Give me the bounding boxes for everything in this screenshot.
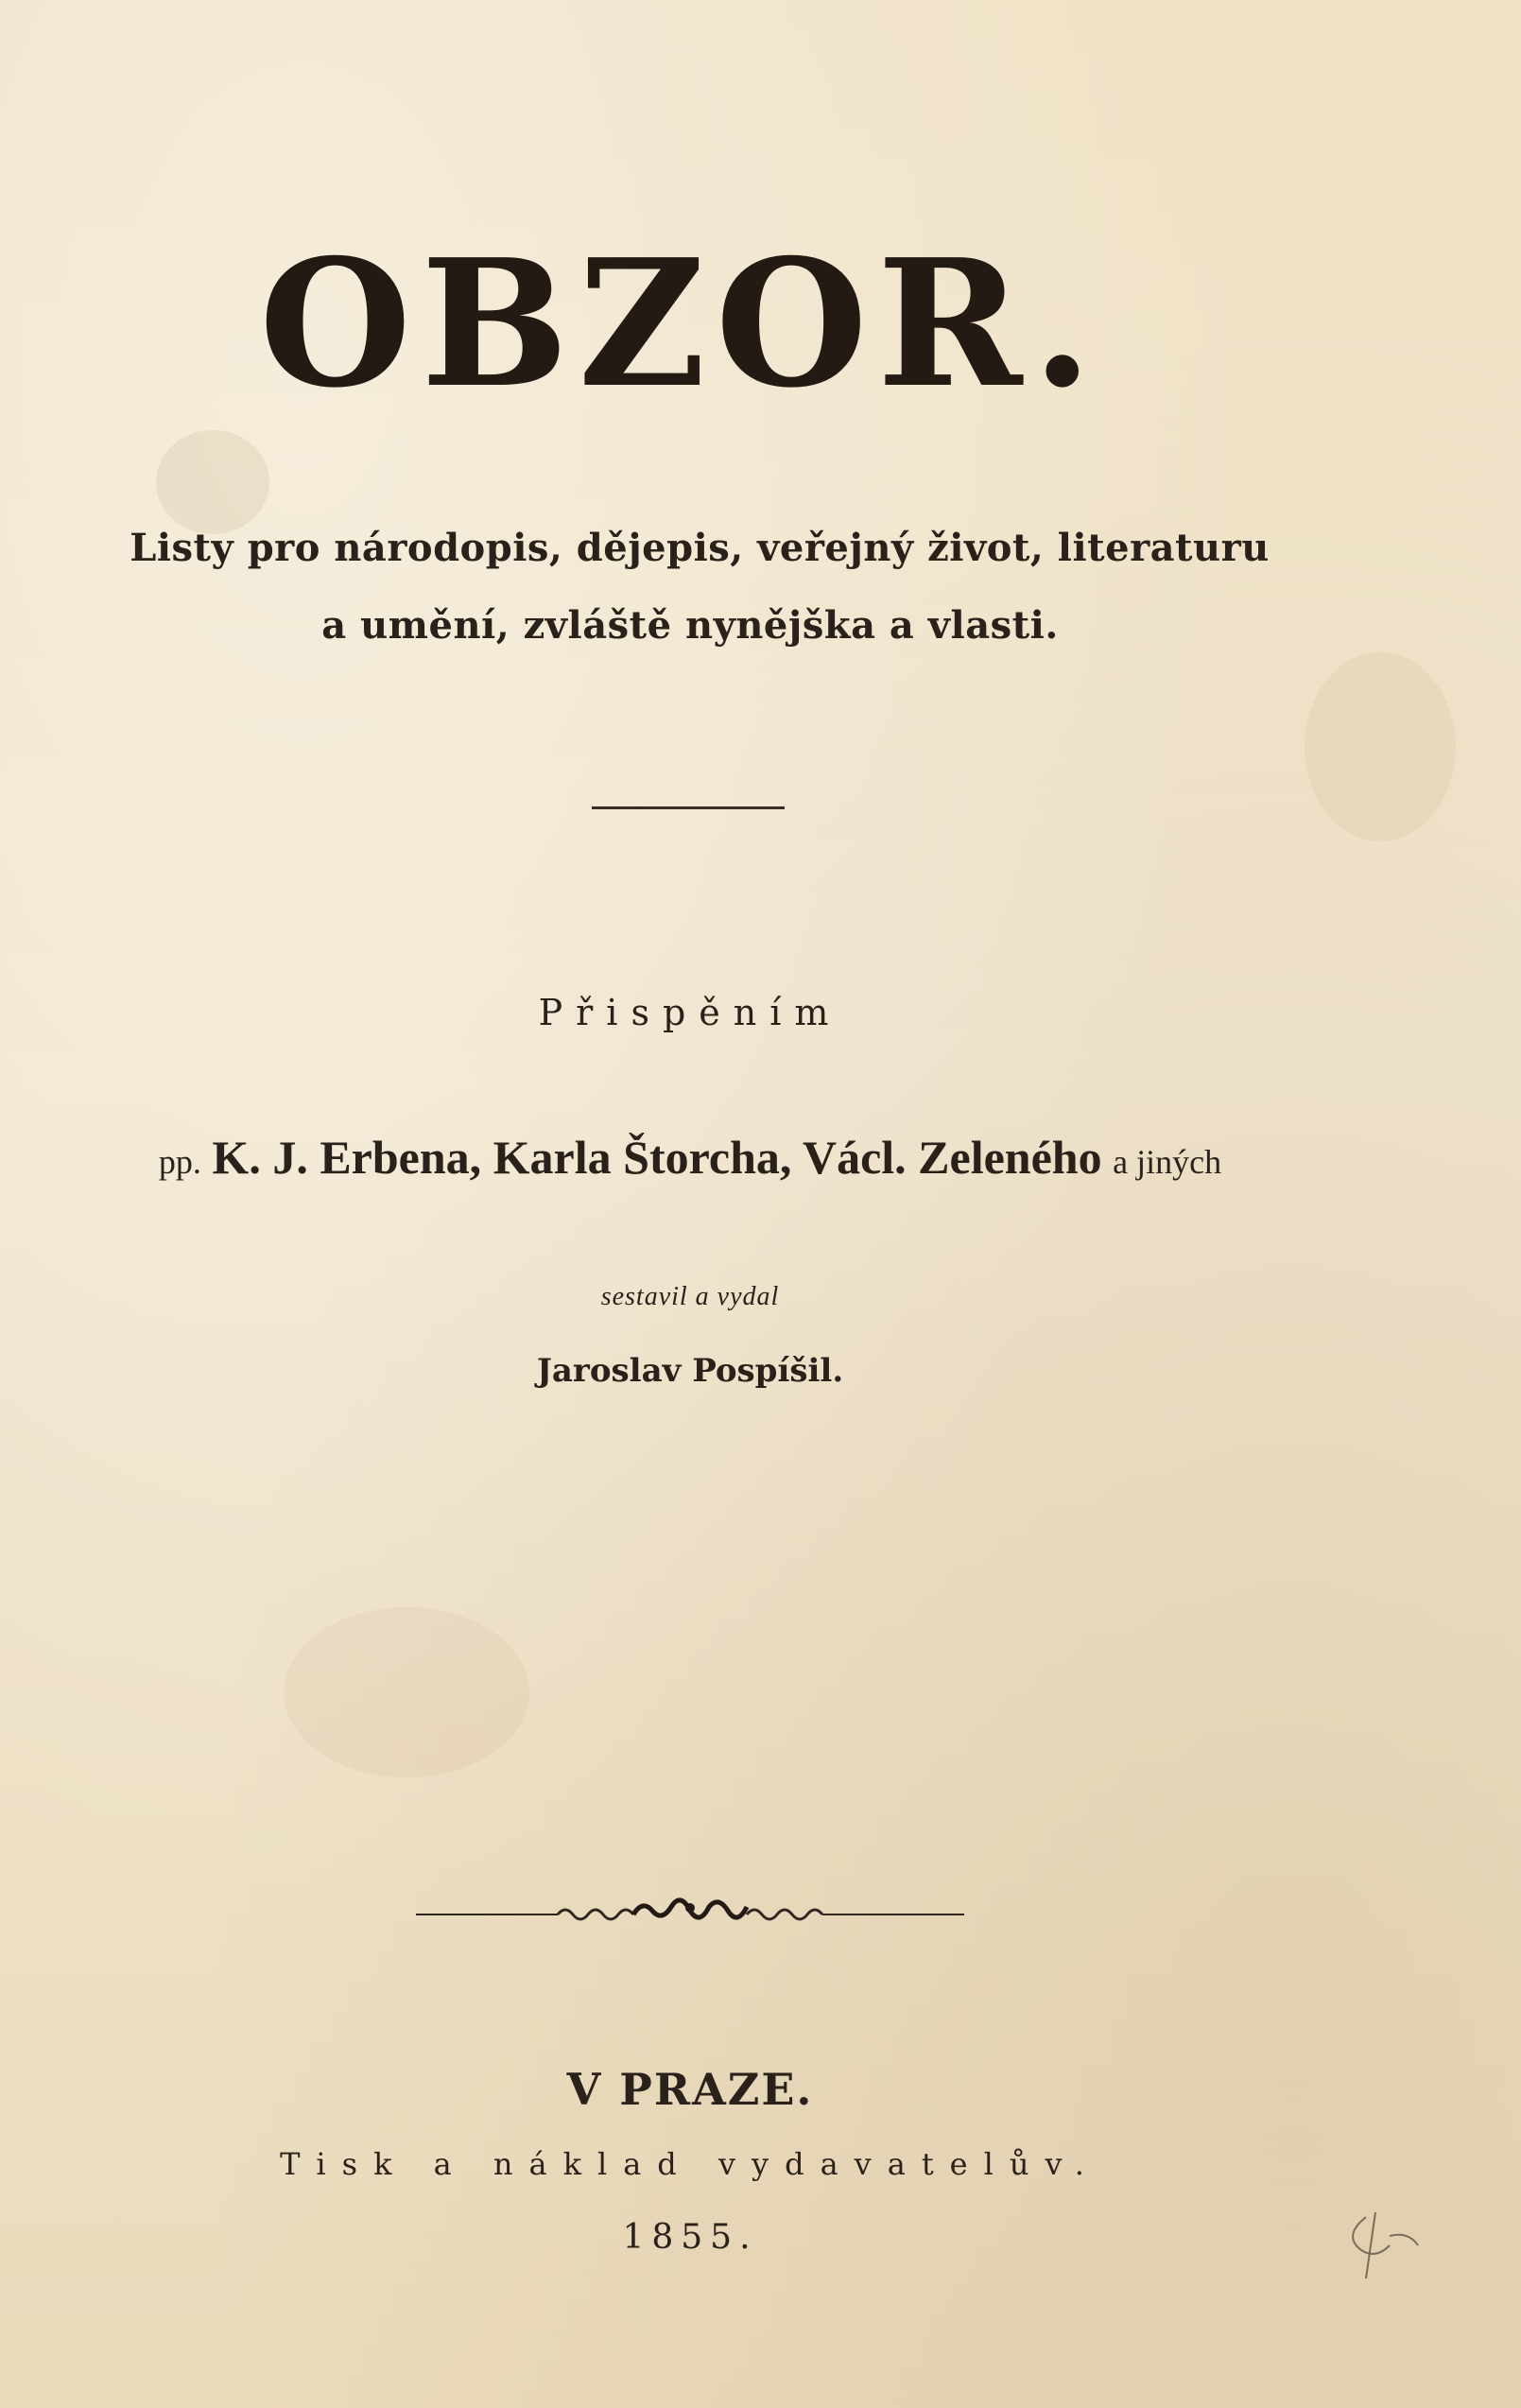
paper-stain <box>1305 652 1456 841</box>
publication-city: V PRAZE. <box>566 2064 814 2115</box>
subtitle-line-2: a umění, zvláště nynějška a vlasti. <box>321 603 1059 648</box>
paper-stain <box>156 430 269 534</box>
paper-stain <box>284 1607 529 1777</box>
authors-suffix: a jiných <box>1113 1143 1222 1181</box>
publication-year: 1855. <box>622 2218 758 2257</box>
editor-name: Jaroslav Pospíšil. <box>536 1352 844 1390</box>
ornament-divider <box>416 1891 964 1938</box>
handwritten-mark <box>1338 2208 1432 2283</box>
divider-rule <box>592 806 785 809</box>
book-title: OBZOR. <box>259 220 1102 426</box>
compiled-label: sestavil a vydal <box>600 1282 780 1311</box>
subtitle-line-1: Listy pro národopis, dějepis, veřejný život, literaturu <box>130 526 1270 570</box>
printer-line: Tisk a náklad vydavatelův. <box>280 2146 1100 2182</box>
authors-prefix: pp. <box>158 1143 201 1181</box>
authors-names: K. J. Erbena, Karla Štorcha, Václ. Zeleného <box>212 1131 1102 1184</box>
contribution-label: Přispěním <box>538 992 842 1033</box>
authors-line <box>19 1129 1361 1186</box>
